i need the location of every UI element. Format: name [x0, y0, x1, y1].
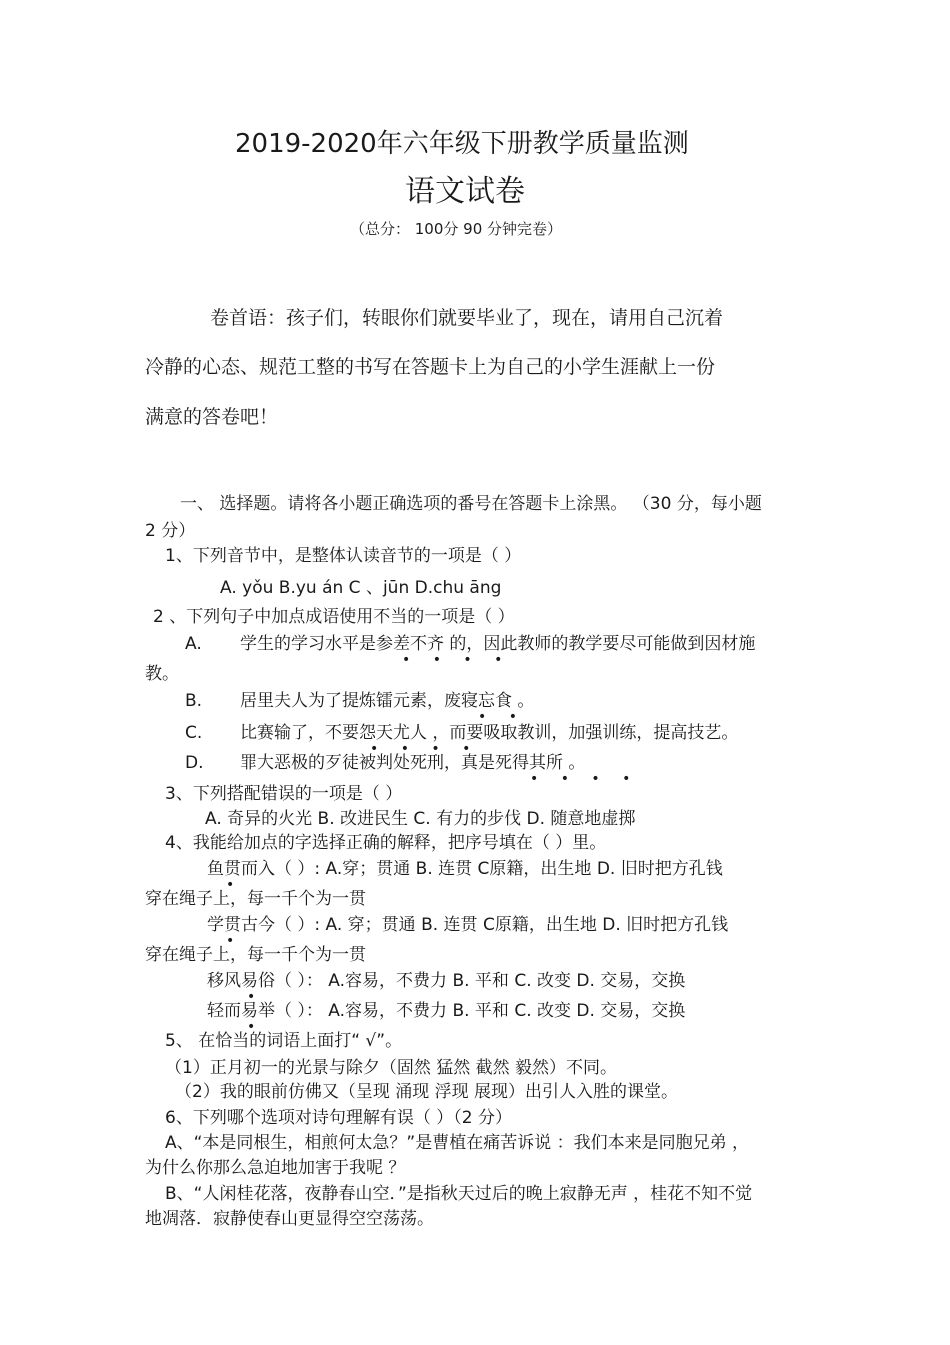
exam-subject-title: 语文试卷	[405, 174, 525, 209]
q6-option-b-cont: 地凋落．寂静使春山更显得空空荡荡。	[145, 1209, 434, 1229]
intro-line-2: 冷静的心态、规范工整的书写在答题卡上为自己的小学生涯献上一份	[145, 356, 716, 378]
emphasis-dots: • • • •	[370, 741, 480, 757]
emphasis-dots: •	[226, 933, 244, 949]
section-heading-cont: 2 分）	[145, 521, 196, 541]
q5-item-1: （1）正月初一的光景与除夕（固然 猛然 截然 毅然）不同。	[165, 1058, 618, 1078]
q1-options: A. yǒu B.yu án C 、jūn D.chu āng	[220, 578, 502, 598]
q2-option-c-label: C.	[185, 723, 203, 743]
score-info: （总分： 100分 90 分钟完卷）	[350, 220, 563, 238]
q6-stem: 6、下列哪个选项对诗句理解有误（ ）（2 分）	[165, 1108, 512, 1128]
q4-item-4: 轻而易举（ ）： A.容易，不费力 B. 平和 C. 改变 D. 交易，交换	[207, 1001, 686, 1021]
q4-item-1: 鱼贯而入（ ）: A.穿；贯通 B. 连贯 C原籍，出生地 D. 旧时把方孔钱	[207, 859, 723, 879]
intro-line-3: 满意的答卷吧！	[145, 406, 279, 428]
q2-option-c-text: 比赛输了，不要怨天尤人 ，而要吸取教训，加强训练，提高技艺。	[240, 723, 739, 743]
intro-line-1: 卷首语：孩子们，转眼你们就要毕业了，现在，请用自己沉着	[210, 307, 724, 329]
emphasis-dots: • • • •	[402, 652, 512, 668]
q6-option-b: B、“人闲桂花落，夜静春山空．”是指秋天过后的晚上寂静无声 ，桂花不知不觉	[165, 1184, 753, 1204]
q4-item-3: 移风易俗（ ）： A.容易，不费力 B. 平和 C. 改变 D. 交易，交换	[207, 971, 686, 991]
q4-item-2-cont: 穿在绳子上，每一千个为一贯	[145, 945, 366, 965]
emphasis-dots: • • • •	[530, 771, 640, 787]
q5-item-2: （2）我的眼前仿佛又（呈现 涌现 浮现 展现）出引人入胜的课堂。	[175, 1082, 679, 1102]
emphasis-dots: •	[226, 877, 244, 893]
q2-option-d-text: 罪大恶极的歹徒被判处死刑，真是死得其所 。	[240, 753, 586, 773]
exam-title: 2019-2020年六年级下册教学质量监测	[235, 129, 689, 159]
emphasis-dots: •	[247, 1019, 265, 1035]
q2-option-a-cont: 教。	[145, 664, 179, 684]
section-heading: 一、 选择题。请将各小题正确选项的番号在答题卡上涂黑。 （30 分，每小题	[180, 494, 762, 514]
q4-item-1-cont: 穿在绳子上，每一千个为一贯	[145, 889, 366, 909]
q2-option-a-text: 学生的学习水平是参差不齐 的，因此教师的教学要尽可能做到因材施	[240, 634, 756, 654]
q5-stem: 5、 在恰当的词语上面打“ √”。	[165, 1031, 403, 1051]
q6-option-a-cont: 为什么你那么急迫地加害于我呢 ？	[145, 1158, 406, 1178]
q2-option-d-label: D.	[185, 753, 204, 773]
q6-option-a: A、“本是同根生，相煎何太急？”是曹植在痛苦诉说 ：我们本来是同胞兄弟 ，	[165, 1133, 750, 1153]
emphasis-dots: • •	[478, 709, 526, 725]
q4-stem: 4、我能给加点的字选择正确的解释，把序号填在（ ）里。	[165, 833, 607, 853]
q3-stem: 3、下列搭配错误的一项是（ ）	[165, 784, 403, 804]
q1-stem: 1、下列音节中，是整体认读音节的一项是（ ）	[165, 546, 522, 566]
q2-option-b-text: 居里夫人为了提炼镭元素，废寝忘食 。	[240, 691, 535, 711]
q3-options: A. 奇异的火光 B. 改进民生 C. 有力的步伐 D. 随意地虚掷	[205, 809, 636, 829]
q2-stem: 2 、下列句子中加点成语使用不当的一项是（ ）	[153, 607, 515, 627]
emphasis-dots: •	[247, 989, 265, 1005]
q4-item-2: 学贯古今（ ）: A. 穿；贯通 B. 连贯 C原籍，出生地 D. 旧时把方孔钱	[207, 915, 729, 935]
q2-option-a-label: A.	[185, 634, 202, 654]
q2-option-b-label: B.	[185, 691, 203, 711]
